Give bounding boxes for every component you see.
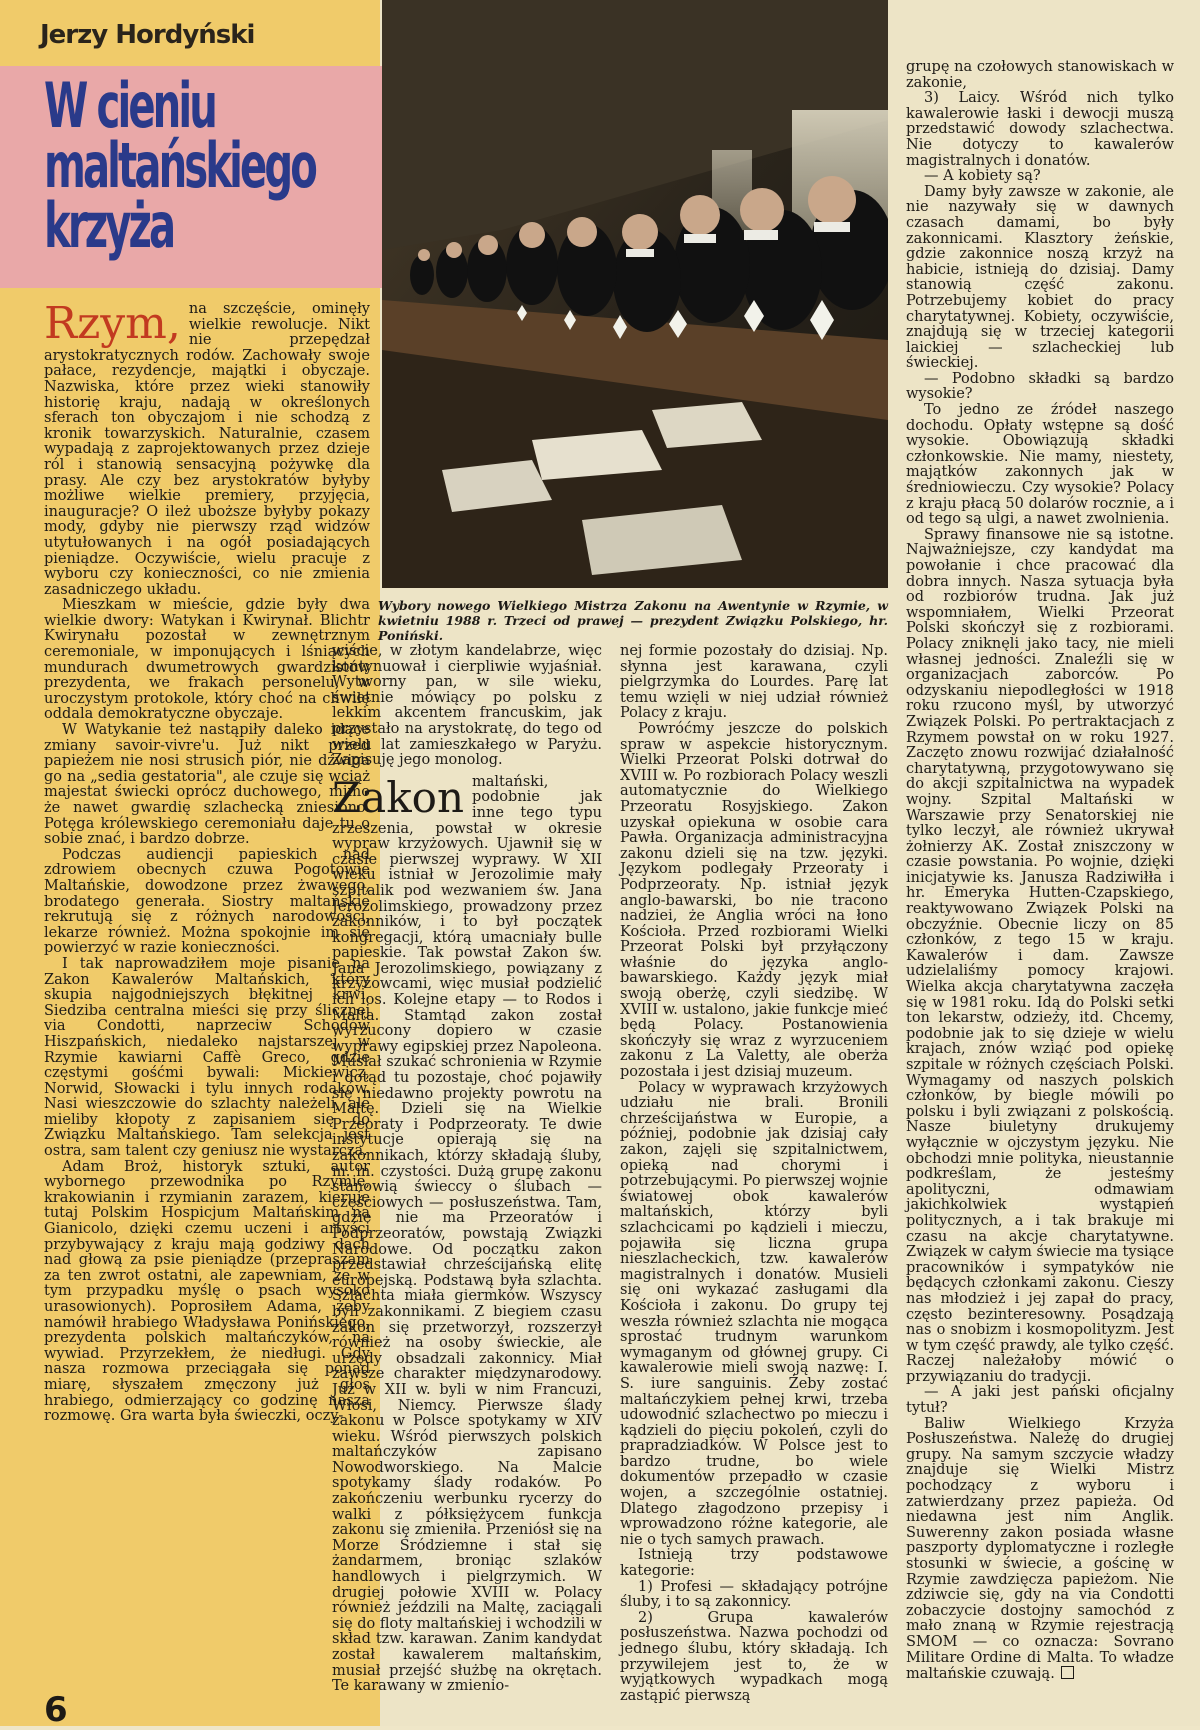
photo-caption: Wybory nowego Wielkiego Mistrza Zakonu na Awentynie w Rzymie, w kwietniu 1988 r. Trzeci od prawej — prezydent Związku Polskiego, hr. Poniński.: [378, 598, 888, 643]
col1-paragraph-2: Mieszkam w mieście, gdzie były dwa wielkie dwory: Watykan i Kwirynał. Blichtr Kwirynału pozostał w zewnętrznym ceremoniale, w imponujących i lśniących mundurach dwumetrowych gwardzistów prezydenta, we frakach personelu, w uroczystym protokole, który choć na chwilę oddala demokratyczne obyczaje.: [44, 597, 370, 723]
col4-paragraph-1: grupę na czołowych stanowiskach w zakonie,: [906, 59, 1174, 91]
col3-paragraph-1: nej formie pozostały do dzisiaj. Np. słynna jest karawana, czyli pielgrzymka do Lourdes. Parę lat temu wzięli w niej udział również Polacy z kraju.: [620, 643, 888, 722]
article-title: [44, 69, 315, 262]
col4-paragraph-4: Damy były zawsze w zakonie, ale nie nazywały się w dawnych czasach damami, bo były zakonnicami. Klasztory żeńskie, gdzie zakonnice noszą krzyż na habicie, istnieją do dzisiaj. Damy stanowią część zakonu. Potrzebujemy kobiet do pracy charytatywnej. Kobiety, oczywiście, znajdują się w trzeciej kategorii laickiej — szlacheckiej lub świeckiej.: [906, 183, 1174, 372]
dropcap-rzym: Rzym,: [44, 298, 181, 349]
col2-paragraph-1: wiście, w złotym kandelabrze, więc kontynuował i cierpliwie wyjaśniał. Wytworny pan, w sile wieku, świetnie mówiący po polsku z lekkim akcentem francuskim, jak przystało na arystokratę, do tego od wielu lat zamieszkałego w Paryżu. Zapisuję jego monolog.: [332, 643, 602, 769]
author-name: Jerzy Hordyński: [40, 20, 255, 50]
col4-paragraph-7: Sprawy finansowe nie są istotne. Najważniejsze, czy kandydat ma powołanie i chce pracować dla dobra innych. Nasza sytuacja była od rozbiorów trudna. Jak już wspomniałem, Wielki Przeorat Polski skończył się z rozbiorami. Polacy zniknęli jako tacy, nie mieli własnej jedności. Znaleźli się w organizacjach zaborców. Po odzyskaniu niepodległości w 1918 roku rzucono myśl, by utworzyć Związek Polski. Po pertraktacjach z Rzymem powstał on w roku 1927. Zaczęto znowu rozwijać działalność charytatywną, przygotowywano się do akcji szpitalnictwa na wypadek wojny. Szpital Maltański w Warszawie przy Senatorskiej nie tylko leczył, ale również ukrywał żołnierzy AK. Został zniszczony w czasie powstania. Po wojnie, dzięki inicjatywie ks. Janusza Radziwiłła i hr. Emeryka Hutten-Czapskiego, reaktywowano Związek Polski na obczyźnie. Obecnie liczy on 85 członków, z tego 15 w kraju. Kawalerów i dam. Zawsze udzielaliśmy pomocy krajowi. Wielka akcja charytatywna zaczęła się w 1981 roku. Idą do Polski setki ton lekarstw, odzieży, itd. Chcemy, podobnie jak to się dzieje w wielu krajach, znów wziąć pod opiekę szpitale w różnych częściach Polski. Wymagamy od naszych polskich członków, by biegle mówili po polsku i byli związani z polskością. Nasze biuletyny drukujemy wyłącznie w ojczystym języku. Nie obchodzi mnie polityka, nieustannie podkreślam, że jesteśmy apolityczni, odmawiam jakichkolwiek wystąpień politycznych, a i tak brakuje mi czasu na akcje charytatywne. Związek w całym świecie ma tysiące pracowników i sympatyków nie będących członkami zakonu. Cieszy nas młodzież i jej zapał do pracy, często bezinteresowny. Posądzają nas o snobizm i kosmopolityzm. Jest w tym część prawdy, ale tylko część. Raczej należałoby mówić o przywiązaniu do tradycji.: [906, 526, 1174, 1385]
column-2: [332, 644, 602, 1695]
col4-paragraph-9: Baliw Wielkiego Krzyża Posłuszeństwa. Należę do drugiej grupy. Na samym szczycie władzy znajduje się Wielki Mistrz pochodzący z wyboru i zatwierdzany przez papieża. Od niedawna jest nim Anglik. Suwerenny zakon posiada własne paszporty dyplomatyczne i rozległe stosunki w świecie, a gościnę w Rzymie zawdzięcza papieżom. Nie zdziwcie się, gdy na via Condotti zobaczycie dostojny samochód z mało znaną w Rzymie rejestracją SMOM — co oznacza: Sovrano Militare Ordine di Malta. To władze maltańskie czuwają.: [906, 1415, 1174, 1683]
column-4: [906, 60, 1174, 1683]
photo-maltese-knights: [382, 0, 888, 588]
title-line-2: maltańskiego: [44, 129, 315, 202]
col3-paragraph-6: 2) Grupa kawalerów posłuszeństwa. Nazwa pochodzi od jednego ślubu, który składają. Ich przywilejem jest to, że w wyjątkowych wypadkach mogą zastąpić pierwszą: [620, 1609, 888, 1704]
column-3: [620, 644, 888, 1704]
col3-paragraph-3: Polacy w wyprawach krzyżowych udziału nie brali. Bronili chrześcijaństwa w Europie, a później, podobnie jak dzisiaj cały zakon, zajęli się szpitalnictwem, opieką nad chorymi i potrzebującymi. Po pierwszej wojnie światowej obok kawalerów maltańskich, którzy byli szlachcicami po kądzieli i mieczu, pojawiła się liczna grupa nieszlacheckich, tzw. kawalerów magistralnych i donatów. Musieli się oni wykazać zasługami dla Kościoła i zakonu. Do grupy tej weszła również szlachta nie mogąca sprostać trudnym warunkom wymaganym od głównej grupy. Ci kawalerowie mieli swoją nazwę: I. S. iure sanguinis. Żeby zostać maltańczykiem pełnej krwi, trzeba udowodnić szlachectwo po mieczu i kądzieli do pięciu pokoleń, czyli do prapradziadków. W Polsce jest to bardzo trudne, bo wiele dokumentów przepadło w czasie wojen, a szczególnie ostatniej. Dlatego złagodzono przepisy i wprowadzono różne kategorie, ale nie o tych samych prawach.: [620, 1079, 888, 1548]
col1-paragraph-1: na szczęście, ominęły wielkie rewolucje. Nikt nie przepędzał arystokratycznych rodów. Zachowały swoje pałace, rezydencje, majątki i obyczaje. Nazwiska, które przez wieki stanowiły historię kraju, nadają w określonych sferach ton obyczajom i nie schodzą z kronik towarzyskich. Naturalnie, czasem wypadają z zaprojektowanych przez dzieje ról i stanowią sensacyjną pożywkę dla prasy. Ale czy bez arystokratów byłyby możliwe wielkie premiery, przyjęcia, inauguracje? O ileż uboższe byłyby pokazy mody, gdyby nie pierwszy rząd widzów utytułowanych i na ogół posiadających pieniądze. Oczywiście, wielu pracuje z wyboru czy konieczności, co nie zmienia zasadniczego układu.: [44, 301, 370, 598]
col1-paragraph-4: Podczas audiencji papieskich nad zdrowiem obecnych czuwa Pogotowie Maltańskie, dowodzone przez żwawego, brodatego generała. Siostry maltańskie rekrutują się z różnych narodowości, lekarze również. Można spokojnie im się powierzyć w razie konieczności.: [44, 846, 370, 957]
column-1: [44, 298, 370, 1425]
title-line-1: W cieniu: [44, 69, 215, 142]
page-number: 6: [44, 1690, 68, 1730]
col4-paragraph-5: — Podobno składki są bardzo wysokie?: [906, 370, 1174, 403]
photo-illustration: [382, 0, 888, 588]
col3-paragraph-5: 1) Profesi — składający potrójne śluby, i to są zakonnicy.: [620, 1578, 888, 1611]
col3-paragraph-4: Istnieją trzy podstawowe kategorie:: [620, 1547, 888, 1580]
col1-paragraph-5: I tak naprowadziłem moje pisanie na Zakon Kawalerów Maltańskich, który skupia najgodniejszych błękitnej krwi. Siedziba centralna mieści się przy ślicznej via Condotti, naprzeciw Schodów Hiszpańskich, niedaleko najstarszej w Rzymie kawiarni Caffè Greco, gdzie częstymi gośćmi bywali: Mickiewicz, Norwid, Słowacki i tylu innych rodaków. Nasi wieszczowie do szlachty należeli, ale mieliby kłopoty z zapisaniem się do Związku Maltańskiego. Tam selekcja jest ostra, sam talent czy geniusz nie wystarcza.: [44, 955, 370, 1160]
dropcap-zakon: Zakon: [332, 772, 465, 822]
col2-paragraph-2: maltański, podobnie jak inne tego typu zrzeszenia, powstał w okresie wypraw krzyżowych. Ujawnił się w czasie pierwszej wyprawy. W XII wieku istniał w Jerozolimie mały szpitalik pod wezwaniem św. Jana Jerozolimskiego, prowadzony przez zakonników, i to był początek kongregacji, którą umacniały bulle papieskie. Tak powstał Zakon św. Jana Jerozolimskiego, powiązany z krzyżowcami, więc musiał podzielić ich los. Kolejne etapy — to Rodos i Malta. Stamtąd zakon został wyrzucony dopiero w czasie wyprawy egipskiej przez Napoleona. Musiał szukać schronienia w Rzymie i dotąd tu pozostaje, choć pojawiły się niedawno projekty powrotu na Maltę. Dzieli się na Wielkie Przeoraty i Podprzeoraty. Te dwie instytucje opierają się na zakonnikach, którzy składają śluby, m. in. czystości. Dużą grupę zakonu stanowią świeccy o ślubach — częściowych — posłuszeństwa. Tam, gdzie nie ma Przeoratów i Podprzeoratów, powstają Związki Narodowe. Od początku zakon przedstawiał chrześcijańską elitę europejską. Podstawą była szlachta. Szlachta miała giermków. Wszyscy byli zakonnikami. Z biegiem czasu zakon się przetworzył, rozszerzył również na osoby świeckie, ale urzędy obsadzali zakonnicy. Miał zawsze charakter międzynarodowy. Już w XII w. byli w nim Francuzi, Włosi, Niemcy. Pierwsze ślady zakonu w Polsce spotykamy w XIV wieku. Wśród pierwszych polskich maltańczyków zapisano Nowodworskiego. Na Malcie spotykamy ślady rodaków. Po zakończeniu werbunku rycerzy do walki z półksiężycem funkcja zakonu się zmieniła. Przeniósł się na Morze Śródziemne i stał się żandarmem, broniąc szlaków handlowych i pielgrzymich. W drugiej połowie XVIII w. Polacy również jeździli na Maltę, zaciągali się do floty maltańskiej i wchodzili w skład tzw. karawan. Zanim kandydat został kawalerem maltańskim, musiał przejść służbę na okrętach. Te karawany w zmienio-: [332, 773, 603, 1695]
end-of-article-icon: [1061, 1666, 1074, 1679]
col1-paragraph-3: W Watykanie też nastąpiły daleko idące zmiany savoir-vivre'u. Już nikt przed papieżem nie nosi strusich piór, nie dźwiga go na „sedia gestatoria", ale czuje się wciąż majestat świecki oprócz duchowego, mimo że nawet gwardię szlachecką zniesiono. Potęga królewskiego ceremoniału daje tu o sobie znać, i bardzo dobrze.: [44, 722, 370, 848]
col1-paragraph-6: Adam Broż, historyk sztuki, autor wybornego przewodnika po Rzymie, krakowianin i rzymianin zarazem, kieruje tutaj Polskim Hospicjum Maltańskim na Gianicolo, dzięki czemu uczeni i artyści przybywający z kraju mają godziwy dach nad głową za psie pieniądze (przepraszam za ten zwrot ostatni, ale zapewniam, że w tym przypadku myślę o psach wysoko urasowionych). Poprosiłem Adama, żeby namówił hrabiego Władysława Ponińskiego, prezydenta polskich maltańczyków, na wywiad. Przyrzekłem, że niedługi. Gdy nasza rozmowa przeciągała się ponad miarę, słyszałem zmęczony już głos hrabiego, odmierzający co godzinę nasza rozmowę. Gra warta była świeczki, oczy-: [44, 1158, 370, 1425]
col4-paragraph-8: — A jaki jest pański oficjalny tytuł?: [906, 1384, 1174, 1417]
col4-paragraph-6: To jedno ze źródeł naszego dochodu. Opłaty wstępne są dość wysokie. Obowiązują składki członkowskie. Nie mamy, niestety, majątków zakonnych jak w średniowieczu. Czy wysokie? Polacy z kraju płacą 50 dolarów rocznie, a i od tego są ulgi, a nawet zwolnienia.: [906, 402, 1174, 528]
title-line-3: krzyża: [44, 189, 174, 262]
col4-paragraph-2: 3) Laicy. Wśród nich tylko kawalerowie łaski i dewocji muszą przedstawić dowody szlachectwa. Nie dotyczy to kawalerów magistralnych i donatów.: [906, 90, 1174, 169]
col4-paragraph-3: — A kobiety są?: [924, 168, 1041, 185]
title-box: [0, 66, 404, 288]
col3-paragraph-2: Powróćmy jeszcze do polskich spraw w aspekcie historycznym. Wielki Przeorat Polski dotrwał do XVIII w. Po rozbiorach Polacy weszli automatycznie do Wielkiego Przeoratu Rosyjskiego. Zakon uzyskał opiekuna w osobie cara Pawła. Organizacja administracyjna zakonu dzieli się na tzw. języki. Językom podlegały Przeoraty i Podprzeoraty. Np. istniał język anglo-bawarski, bo nie tracono nadziei, że Anglia wróci na łono Kościoła. Przed rozbiorami Wielki Przeorat Polski był przyłączony właśnie do języka anglo-bawarskiego. Każdy język miał swoją oberżę, czyli siedzibę. W XVIII w. ustalono, jakie funkcje mieć będą Polacy. Postanowienia skończyły się wraz z wyrzuceniem zakonu z La Valetty, ale oberża pozostała i jest dzisiaj muzeum.: [620, 720, 888, 1081]
